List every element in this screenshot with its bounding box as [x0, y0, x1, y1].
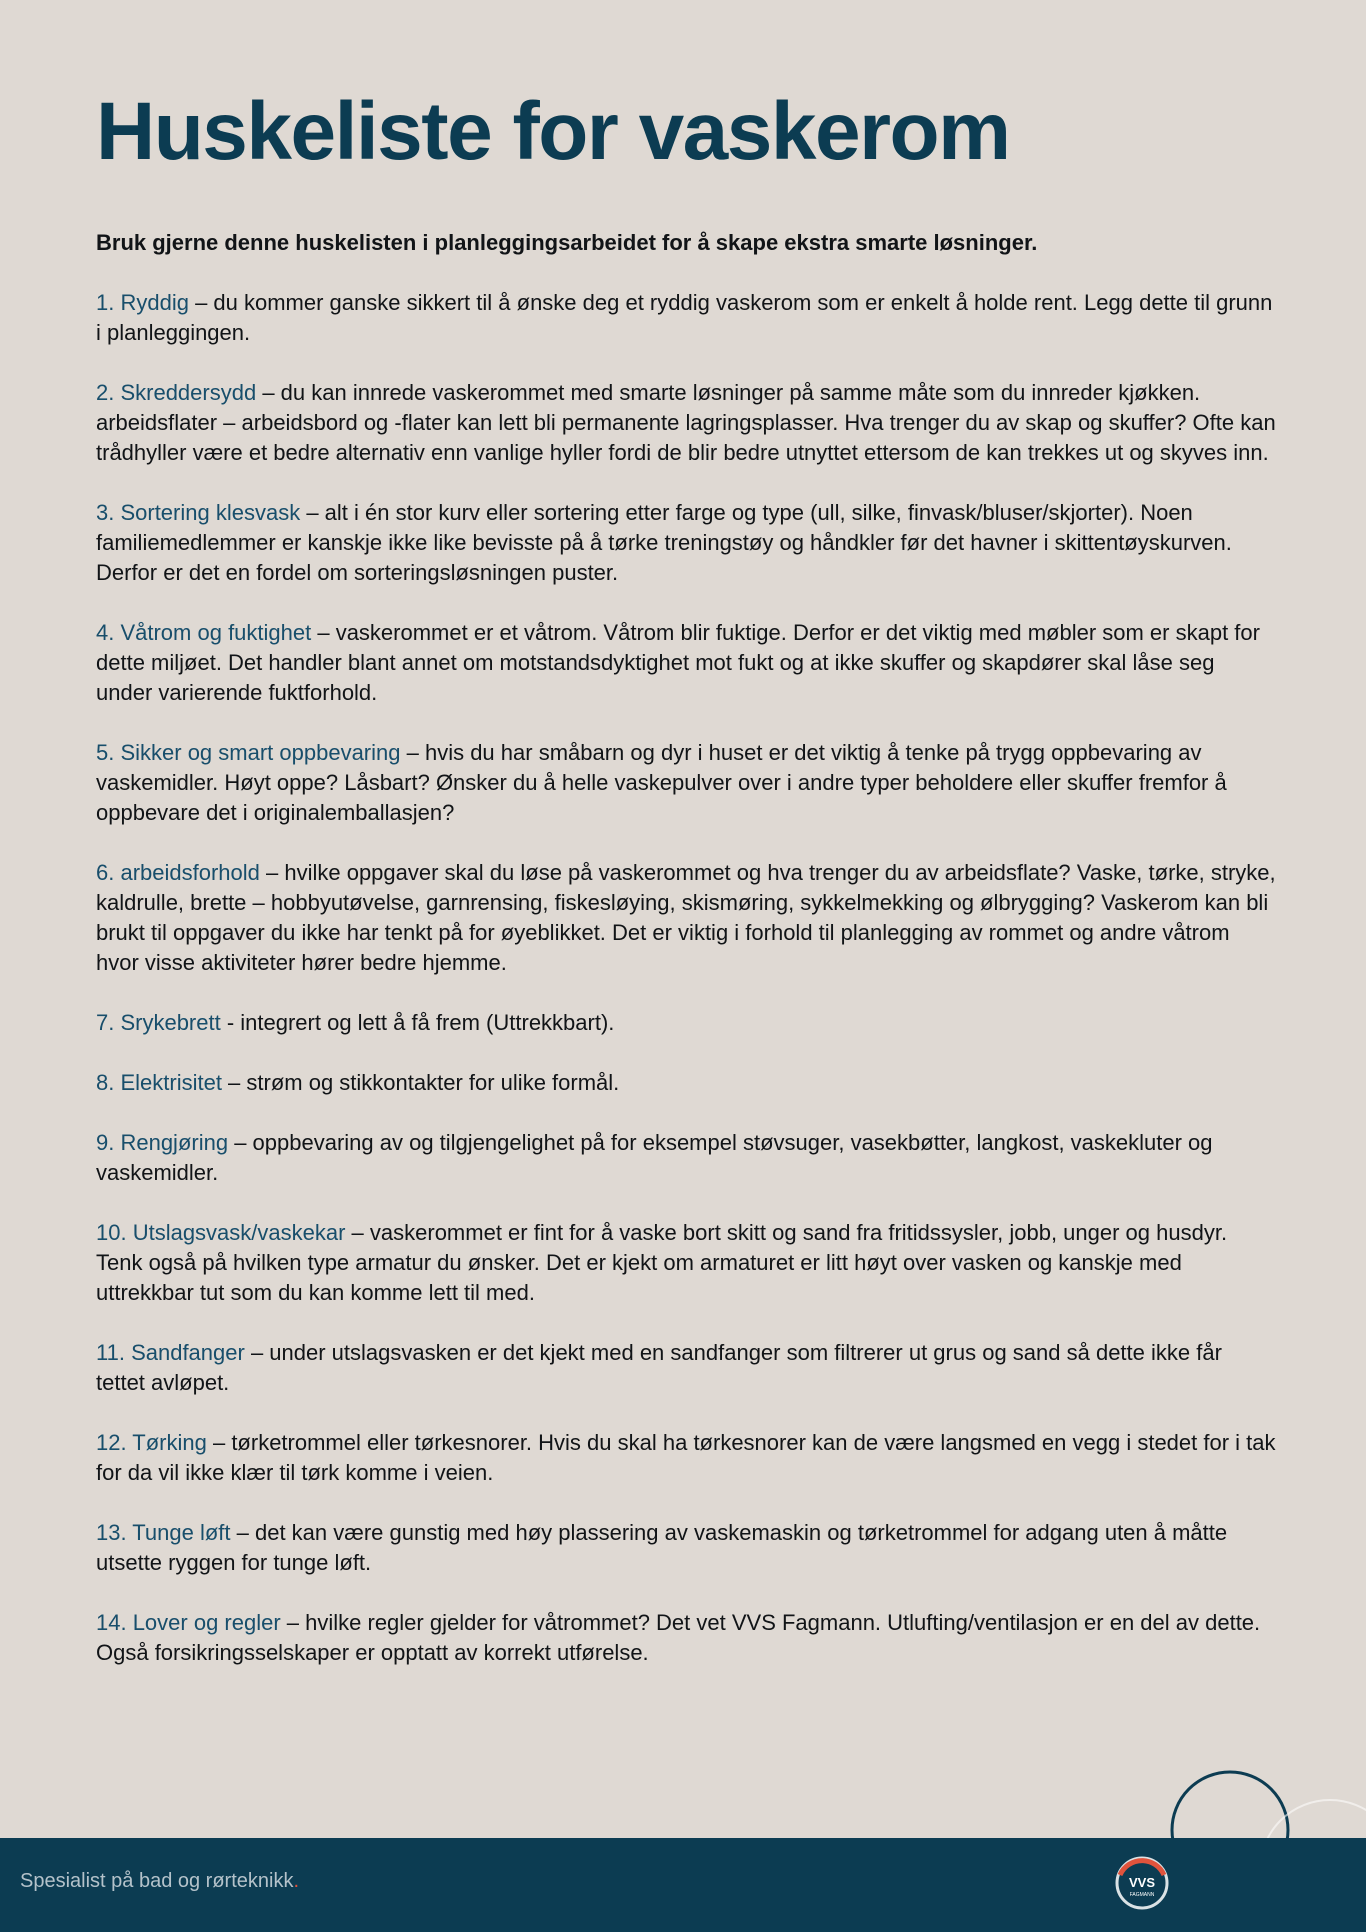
checklist-item-heading: 14. Lover og regler — [96, 1610, 281, 1635]
checklist-item-text: - integrert og lett å få frem (Uttrekkbart). — [220, 1010, 615, 1035]
checklist-item-heading: 1. Ryddig — [96, 290, 189, 315]
checklist-item-heading: 6. arbeidsforhold — [96, 860, 260, 885]
checklist-item-heading: 12. Tørking — [96, 1430, 207, 1455]
checklist-item-heading: 7. Srykebrett — [96, 1010, 221, 1035]
checklist-item-text: – oppbevaring av og tilgjengelighet på for eksempel støvsuger, vasekbøtter, langkost, vaskekluter og vaskemidler. — [96, 1130, 1213, 1185]
checklist-item — [96, 288, 1276, 348]
checklist-item-heading: 5. Sikker og smart oppbevaring — [96, 740, 401, 765]
checklist-item — [96, 1218, 1276, 1308]
checklist-item-text: – hvilke oppgaver skal du løse på vaskerommet og hva trenger du av arbeidsflate? Vaske, tørke, stryke, kaldrulle, brette – hobbyutøvelse, garnrensing, fiskesløying, skismøring, sykkelmekking og ølbrygging? Vaskerom kan bli brukt til oppgaver du ikke har tenkt på for øyeblikket. Det er viktig i forhold til planlegging av rommet og andre våtrom hvor visse aktiviteter hører bedre hjemme. — [96, 860, 1276, 975]
checklist-item-heading: 10. Utslagsvask/vaskekar — [96, 1220, 346, 1245]
checklist-item — [96, 1008, 1276, 1038]
checklist-item — [96, 1428, 1276, 1488]
checklist-item-heading: 4. Våtrom og fuktighet — [96, 620, 312, 645]
intro-text: Bruk gjerne denne huskelisten i planleggingsarbeidet for å skape ekstra smarte løsninger. — [96, 230, 1038, 255]
checklist-item-text: – alt i én stor kurv eller sortering etter farge og type (ull, silke, finvask/bluser/skjorter). Noen familiemedlemmer er kanskje ikke like bevisste på å tørke treningstøy og håndkler før det havner i skittentøyskurven. Derfor er det en fordel om sorteringsløsningen puster. — [96, 500, 1232, 585]
checklist-item — [96, 1338, 1276, 1398]
checklist-item-text: – du kan innrede vaskerommet med smarte løsninger på samme måte som du innreder kjøkken. — [256, 380, 1201, 405]
checklist-item-text: – hvis du har småbarn og dyr i huset er det viktig å tenke på trygg oppbevaring av vaskemidler. Høyt oppe? Låsbart? Ønsker du å helle vaskepulver over i andre typer beholdere eller skuffer fremfor å oppbevare det i originalemballasjen? — [96, 740, 1227, 825]
checklist-item — [96, 858, 1276, 978]
footer-slogan — [20, 1870, 299, 1893]
checklist-item-text: – vaskerommet er fint for å vaske bort skitt og sand fra fritidssysler, jobb, unger og husdyr. Tenk også på hvilken type armatur du ønsker. Det er kjekt om armaturet er litt høyt over vasken og kanskje med uttrekkbar tut som du kan komme lett til med. — [96, 1220, 1228, 1305]
checklist-item-text: – strøm og stikkontakter for ulike formål. — [221, 1070, 620, 1095]
checklist-item — [96, 1068, 1276, 1098]
logo-text: VVS — [1128, 1875, 1156, 1890]
logo-subtext: FAGMANN — [1129, 1892, 1155, 1898]
checklist-item-heading: 11. Sandfanger — [96, 1340, 245, 1365]
checklist-item-heading: 8. Elektrisitet — [96, 1070, 222, 1095]
checklist-item-heading: 13. Tunge løft — [96, 1520, 231, 1545]
checklist-item — [96, 378, 1276, 468]
slogan-dot: . — [293, 1870, 300, 1892]
checklist-item — [96, 498, 1276, 588]
checklist-item-heading: 3. Sortering klesvask — [96, 500, 301, 525]
checklist-item — [96, 1518, 1276, 1578]
checklist-item-text: – under utslagsvasken er det kjekt med en sandfanger som filtrerer ut grus og sand så dette ikke får tettet avløpet. — [96, 1340, 1222, 1395]
checklist-item — [96, 738, 1276, 828]
checklist-item-text: – hvilke regler gjelder for våtrommet? Det vet VVS Fagmann. Utlufting/ventilasjon er en del av dette. Også forsikringsselskaper er opptatt av korrekt utførelse. — [96, 1610, 1261, 1665]
checklist — [96, 288, 1276, 1698]
checklist-item-text: – tørketrommel eller tørkesnorer. Hvis du skal ha tørkesnorer kan de være langsmed en vegg i stedet for i tak for da vil ikke klær til tørk komme i veien. — [96, 1430, 1276, 1485]
vvs-fagmann-logo-icon — [1114, 1855, 1170, 1911]
checklist-item-text: – vaskerommet er et våtrom. Våtrom blir fuktige. Derfor er det viktig med møbler som er skapt for dette miljøet. Det handler blant annet om motstandsdyktighet mot fukt og at ikke skuffer og skapdører skal låse seg under varierende fuktforhold. — [96, 620, 1260, 705]
slogan-text: Spesialist på bad og rørteknikk — [20, 1870, 294, 1892]
checklist-item-text: – du kommer ganske sikkert til å ønske deg et ryddig vaskerom som er enkelt å holde rent. Legg dette til grunn i planleggingen. — [96, 290, 1273, 345]
checklist-item-heading: 9. Rengjøring — [96, 1130, 229, 1155]
checklist-item-text: – det kan være gunstig med høy plassering av vaskemaskin og tørketrommel for adgang uten å måtte utsette ryggen for tunge løft. — [96, 1520, 1228, 1575]
page-title: Huskeliste for vaskerom — [96, 86, 1010, 177]
checklist-item-heading: 2. Skreddersydd — [96, 380, 257, 405]
checklist-item-extra-text: arbeidsflater – arbeidsbord og -flater kan lett bli permanente lagringsplasser. Hva trenger du av skap og skuffer? Ofte kan trådhyller være et bedre alternativ enn vanlige hyller fordi de blir bedre utnyttet ettersom de kan trekkes ut og skyves inn. — [96, 410, 1276, 465]
checklist-item — [96, 618, 1276, 708]
checklist-item — [96, 1608, 1276, 1668]
checklist-item — [96, 1128, 1276, 1188]
